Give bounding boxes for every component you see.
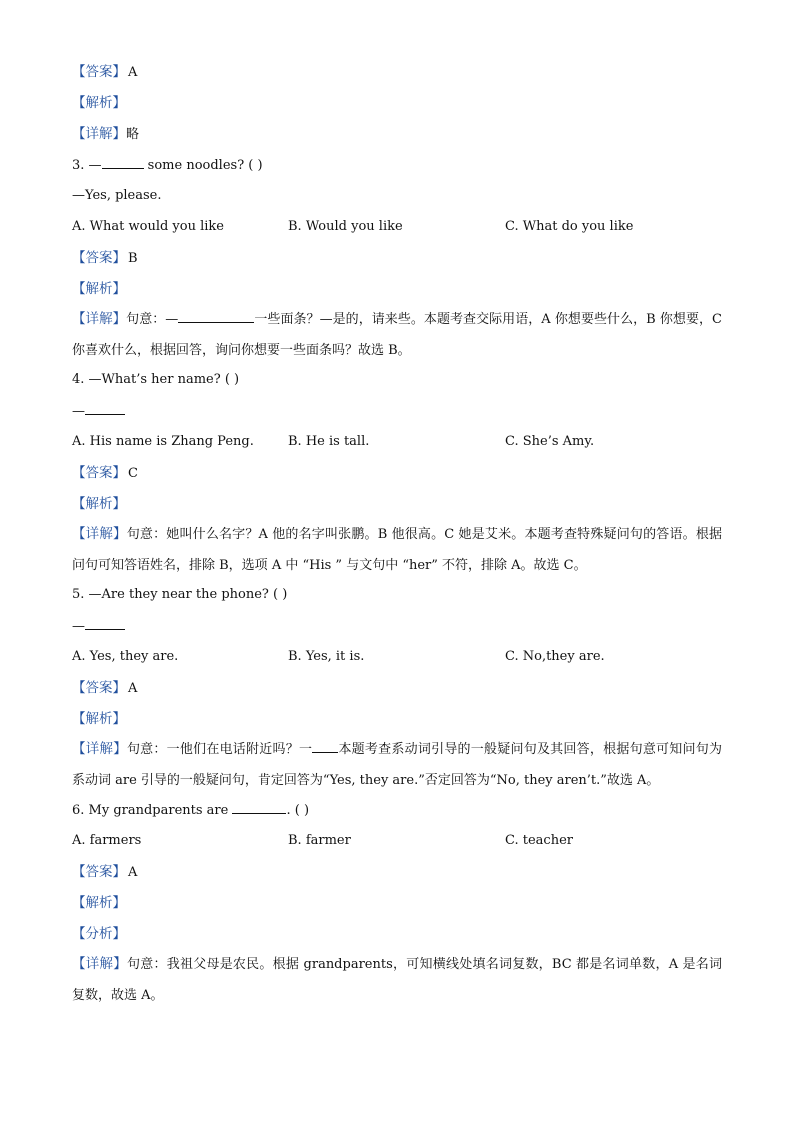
detail-label: 【详解】 [72,526,127,542]
q4-answer-row [72,463,722,494]
q3-blank [102,155,144,169]
q4-reply [72,401,722,432]
q6-detail-row [72,949,722,1011]
q4-options [72,432,722,463]
q3-detail-pre: 句意：— [126,312,179,327]
analysis-label: 【解析】 [72,895,126,911]
q3-detail-blank [178,309,254,323]
q4-answer-value: C [128,466,138,481]
q4-option-c: C. She’s Amy. [505,434,595,449]
q5-detail-pre: 句意：一他们在电话附近吗？一 [126,742,313,757]
q5-detail-row [72,734,722,796]
answer-label: 【答案】 [72,250,126,266]
q6-option-c: C. teacher [505,833,573,848]
q6-detail-text: 句意：我祖父母是农民。根据 grandparents，可知横线处填名词复数，BC 都是名词单数，A 是名词复数，故选 A。 [72,957,723,1003]
q3-option-c: C. What do you like [505,219,634,234]
q3-reply: —Yes, please. [72,188,162,203]
q3-answer-row [72,248,722,279]
detail-label: 【详解】 [72,126,126,142]
q6-answer-row [72,862,722,893]
detail-label: 【详解】 [72,741,127,757]
q6-analysis-row [72,893,722,924]
prev-answer-row [72,62,722,93]
q3-detail-post: 一些面条？—是的，请来些。本题考查交际用语，A 你想要些什么，B 你想要，C 你喜欢什么，根据回答，询问你想要一些面条吗？故选 B。 [72,312,722,358]
q3-detail-row [72,304,722,366]
q4-reply-dash: — [72,404,85,419]
q3-stem-post: some noodles? ( ) [143,158,263,173]
q3-stem-pre: 3. — [72,158,102,173]
q3-option-b: B. Would you like [288,219,403,234]
detail-label: 【详解】 [72,956,127,972]
q6-blank [232,800,286,814]
q5-answer-row [72,678,722,709]
q5-detail-blank [312,739,338,753]
detail-text: 略 [126,127,140,142]
q6-answer-value: A [128,865,138,880]
q6-options [72,831,722,862]
q6-option-a: A. farmers [72,833,142,848]
q4-stem: 4. —What’s her name? ( ) [72,372,240,387]
answer-label: 【答案】 [72,680,126,696]
q5-answer-value: A [128,681,138,696]
q5-options [72,647,722,678]
analysis-label: 【解析】 [72,711,126,727]
q5-reply-dash: — [72,619,85,634]
q4-blank [85,401,125,415]
analysis-label: 【解析】 [72,95,126,111]
q4-detail-row [72,519,722,581]
prev-detail-row [72,124,722,155]
q6-stem-post: . ( ) [286,803,310,818]
q5-stem: 5. —Are they near the phone? ( ) [72,587,288,602]
q5-option-c: C. No,they are. [505,649,605,664]
q5-reply [72,616,722,647]
q5-blank [85,616,125,630]
answer-label: 【答案】 [72,64,126,80]
document-page [72,62,722,1011]
q3-option-a: A. What would you like [72,219,224,234]
q4-detail-text: 句意：她叫什么名字？A 他的名字叫张鹏。B 他很高。C 她是艾米。本题考查特殊疑问句的答语。根据问句可知答语姓名，排除 B，选项 A 中 “His ” 与文句中 “her” 不符，排除 A。故选 C。 [72,527,722,573]
q5-detail-post: 本题考查系动词引导的一般疑问句及其回答，根据句意可知问句为系动词 are 引导的一般疑问句，肯定回答为“Yes, they are.”否定回答为“No, they aren’t.”故选 A。 [72,742,722,788]
answer-label: 【答案】 [72,465,126,481]
q6-stem-pre: 6. My grandparents are [72,803,233,818]
answer-label: 【答案】 [72,864,126,880]
q6-stem [72,800,722,831]
q3-options [72,217,722,248]
q6-option-b: B. farmer [288,833,351,848]
q5-option-a: A. Yes, they are. [72,649,179,664]
q3-answer-value: B [128,251,138,266]
q4-option-a: A. His name is Zhang Peng. [72,434,254,449]
detail-label: 【详解】 [72,311,127,327]
prev-analysis-row [72,93,722,124]
fenxi-label: 【分析】 [72,926,126,942]
q3-stem [72,155,722,186]
q4-option-b: B. He is tall. [288,434,370,449]
analysis-label: 【解析】 [72,281,126,297]
analysis-label: 【解析】 [72,496,126,512]
answer-value: A [128,65,138,80]
q5-option-b: B. Yes, it is. [288,649,365,664]
